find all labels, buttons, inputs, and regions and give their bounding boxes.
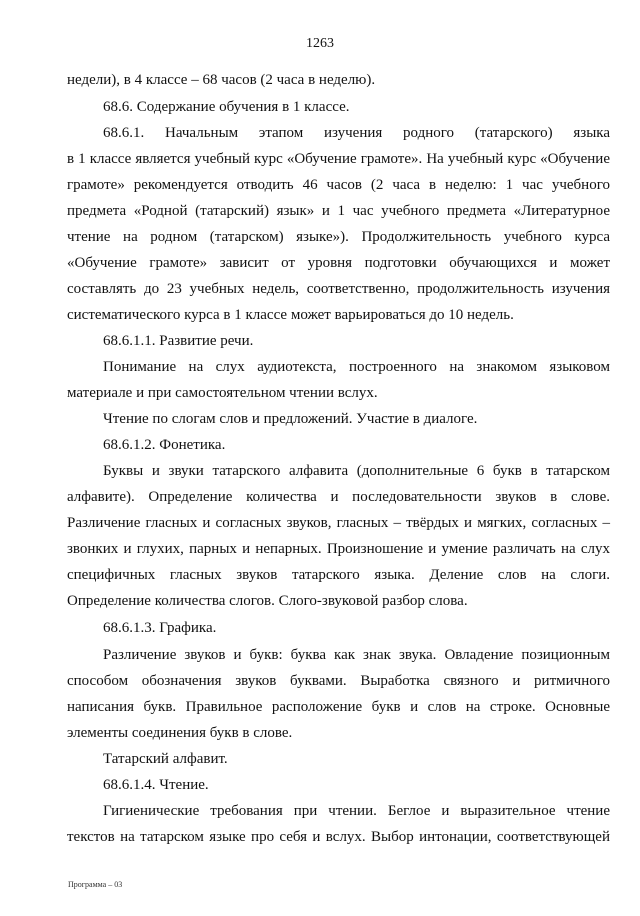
text-line: Различение гласных и согласных звуков, гласных – твёрдых и мягких, согласных –	[67, 515, 610, 531]
text-line: Гигиенические требования при чтении. Беглое и выразительное чтение	[103, 803, 610, 819]
text-line: Понимание на слух аудиотекста, построенного на знакомом языковом	[103, 359, 610, 375]
text-line: Определение количества слогов. Слого-звуковой разбор слова.	[67, 593, 468, 609]
text-line: элементы соединения букв в слове.	[67, 725, 293, 741]
text-line: Чтение по слогам слов и предложений. Участие в диалоге.	[103, 411, 478, 427]
text-line: предмета «Родной (татарский) язык» и 1 час учебного предмета «Литературное	[67, 203, 610, 219]
section-heading: 68.6.1.4. Чтение.	[103, 777, 209, 793]
text-line: текстов на татарском языке про себя и вслух. Выбор интонации, соответствующей	[67, 829, 610, 845]
page-number: 1263	[306, 36, 334, 51]
text-line: специфичных гласных звуков татарского языка. Деление слов на слоги.	[67, 567, 610, 583]
text-line: Различение звуков и букв: буква как знак звука. Овладение позиционным	[103, 647, 610, 663]
text-line: способом обозначения звуков буквами. Выработка связного и ритмичного	[67, 673, 610, 689]
text-line: чтение на родном (татарском) языке»). Продолжительность учебного курса	[67, 229, 610, 245]
text-line: 68.6.1. Начальным этапом изучения родного (татарского) языка	[103, 125, 610, 141]
text-line: звонких и глухих, парных и непарных. Произношение и умение различать на слух	[67, 541, 610, 557]
text-line: недели), в 4 классе – 68 часов (2 часа в неделю).	[67, 72, 376, 88]
section-heading: 68.6. Содержание обучения в 1 классе.	[103, 99, 350, 115]
text-line: грамоте» рекомендуется отводить 46 часов (2 часа в неделю: 1 час учебного	[67, 177, 610, 193]
footer-label: Программа – 03	[68, 880, 123, 889]
text-line: «Обучение грамоте» зависит от уровня подготовки обучающихся и может	[67, 255, 610, 271]
section-heading: 68.6.1.2. Фонетика.	[103, 437, 226, 453]
text-line: составлять до 23 учебных недель, соответственно, продолжительность изучения	[67, 281, 610, 297]
text-line: Татарский алфавит.	[103, 751, 228, 767]
text-line: материале и при самостоятельном чтении вслух.	[67, 385, 378, 401]
text-line: в 1 классе является учебный курс «Обучение грамоте». На учебный курс «Обучение	[67, 151, 610, 167]
text-line: алфавите). Определение количества и последовательности звуков в слове.	[67, 489, 610, 505]
section-heading: 68.6.1.3. Графика.	[103, 620, 217, 636]
section-heading: 68.6.1.1. Развитие речи.	[103, 333, 254, 349]
text-line: написания букв. Правильное расположение букв и слов на строке. Основные	[67, 699, 610, 715]
text-line: Буквы и звуки татарского алфавита (дополнительные 6 букв в татарском	[103, 463, 610, 479]
text-line: систематического курса в 1 классе может варьироваться до 10 недель.	[67, 307, 514, 323]
